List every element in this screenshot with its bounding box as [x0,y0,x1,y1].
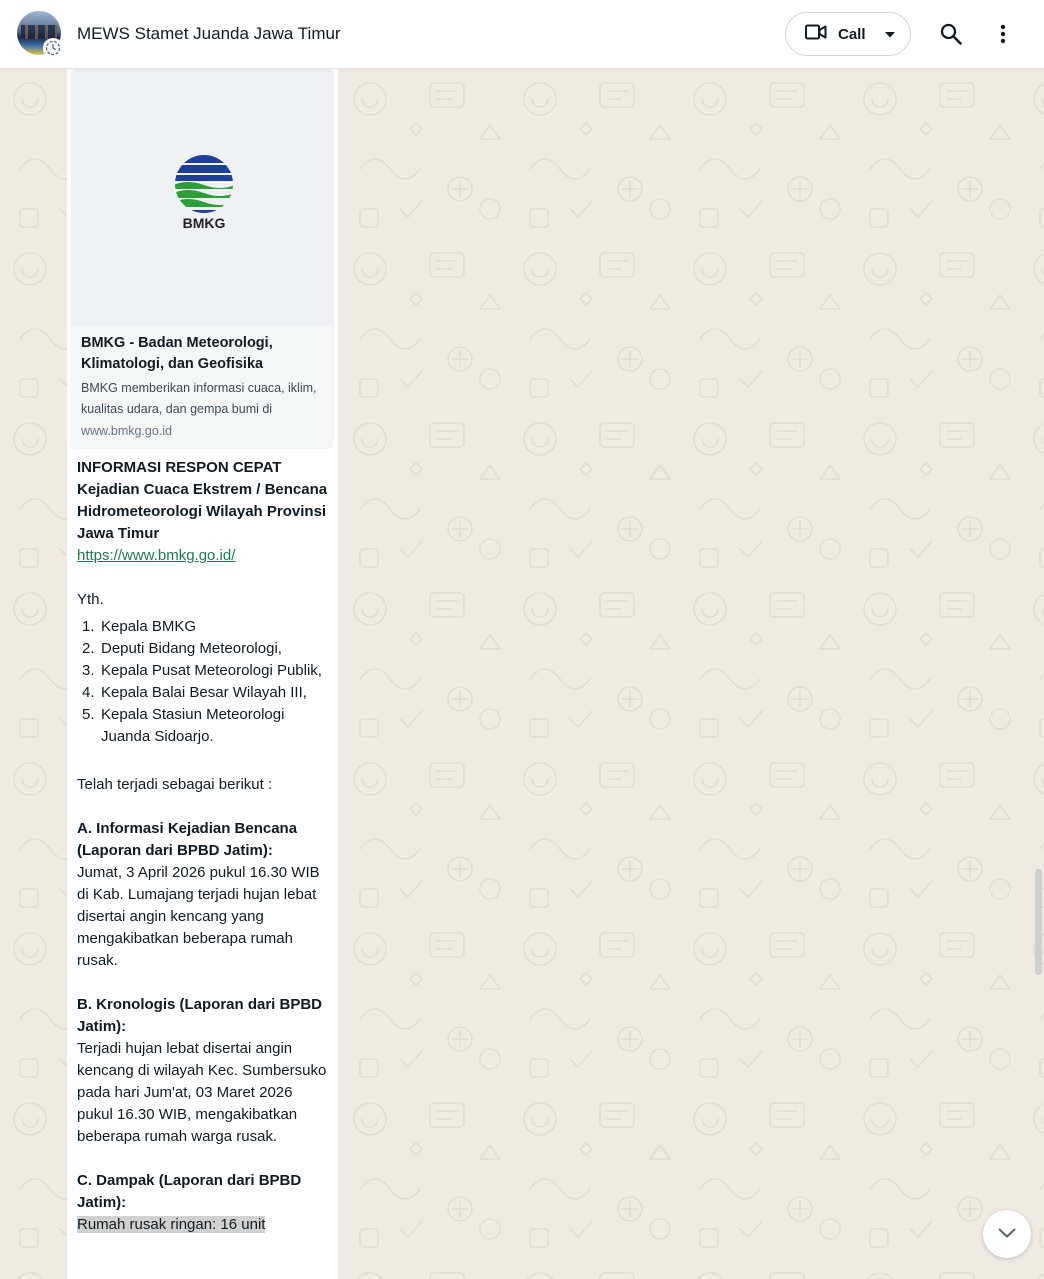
chat-header [0,0,1044,69]
list-item: 2. Deputi Bidang Meteorologi, [82,640,282,657]
svg-text:BMKG: BMKG [182,215,226,231]
video-call-icon [805,24,827,45]
avatar-photo [21,25,57,39]
list-item: 1. Kepala BMKG [82,618,197,635]
intro-text: Telah terjadi sebagai berikut : [77,776,273,793]
message-text [71,449,334,1236]
section-b-text: Terjadi hujan lebat disertai angin kencang di wilayah Kec. Sumbersuko pada hari Jum'at, 03 Maret 2026 pukul 16.30 WIB, mengakibatkan beberapa rumah warga rusak. [77,1040,327,1145]
section-b-title: B. Kronologis (Laporan dari BPBD Jatim): [77,996,323,1035]
bmkg-logo [173,153,235,231]
chevron-down-icon [885,25,895,43]
chat-area[interactable] [0,69,1044,1279]
section-c-first-line: Rumah rusak ringan: 16 unit [77,1216,266,1233]
scroll-down-icon [998,1225,1016,1243]
list-item: 5. Kepala Stasiun Meteorologi Juanda Sidoarjo. [82,706,285,745]
status-clock-icon [43,38,63,58]
recipient-list [77,616,328,748]
link-preview-description: BMKG memberikan informasi cuaca, iklim, kualitas udara, dan gempa bumi di [81,381,317,416]
chat-title[interactable]: MEWS Stamet Juanda Jawa Timur [77,24,341,43]
call-button[interactable] [785,12,911,56]
list-item: 4. Kepala Balai Besar Wilayah III, [82,684,307,701]
section-a-text: Jumat, 3 April 2026 pukul 16.30 WIB di Kab. Lumajang terjadi hujan lebat disertai angin kencang yang mengakibatkan beberapa rumah rusak. [77,864,320,969]
salutation: Yth. [77,591,104,608]
message-heading: INFORMASI RESPON CEPAT Kejadian Cuaca Ekstrem / Bencana Hidrometeorologi Wilayah Provinsi Jawa Timur [77,459,328,542]
link-preview-domain: www.bmkg.go.id [81,424,173,438]
scroll-down-button[interactable] [983,1210,1031,1258]
call-button-label: Call [838,25,866,43]
more-vert-icon[interactable] [990,21,1016,47]
search-icon[interactable] [938,21,964,47]
link-preview-card[interactable] [71,69,334,449]
section-c-title: C. Dampak (Laporan dari BPBD Jatim): [77,1172,302,1211]
section-a-title: A. Informasi Kejadian Bencana (Laporan dari BPBD Jatim): [77,820,298,859]
link-preview-title: BMKG - Badan Meteorologi, Klimatologi, dan Geofisika [81,335,273,372]
message-link[interactable]: https://www.bmkg.go.id/ [77,547,236,564]
list-item: 3. Kepala Pusat Meteorologi Publik, [82,662,322,679]
link-preview-image [71,69,334,325]
scrollbar-thumb[interactable] [1035,869,1042,975]
message-bubble[interactable] [67,69,338,1279]
